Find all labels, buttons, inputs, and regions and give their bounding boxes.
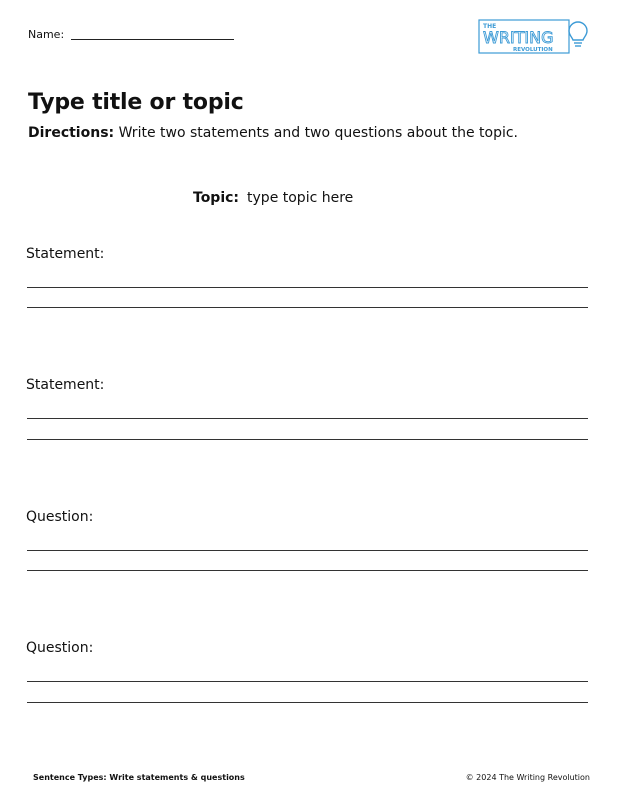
- answer-line[interactable]: [27, 439, 588, 440]
- lightbulb-icon: [569, 22, 587, 46]
- name-field-line[interactable]: [71, 39, 234, 40]
- answer-line[interactable]: [27, 287, 588, 288]
- directions-text: Write two statements and two questions about the topic.: [118, 125, 519, 141]
- answer-line[interactable]: [27, 681, 588, 682]
- footer-copyright: © 2024 The Writing Revolution: [465, 773, 590, 782]
- name-label: Name:: [28, 28, 65, 41]
- section-label-question-2: Question:: [26, 640, 94, 656]
- directions: [28, 125, 518, 141]
- directions-label: Directions:: [28, 125, 115, 141]
- answer-line[interactable]: [27, 550, 588, 551]
- footer-left: Sentence Types: Write statements & questions: [33, 773, 245, 782]
- page-title[interactable]: Type title or topic: [28, 90, 244, 115]
- topic-value[interactable]: type topic here: [247, 190, 354, 206]
- topic-row: [193, 190, 353, 206]
- answer-line[interactable]: [27, 307, 588, 308]
- writing-revolution-logo: [478, 19, 592, 55]
- topic-label: Topic:: [193, 190, 240, 206]
- section-label-statement-1: Statement:: [26, 246, 105, 262]
- answer-line[interactable]: [27, 702, 588, 703]
- logo-revolution-text: REVOLUTION: [513, 47, 553, 53]
- logo-writing-text: WRITING: [483, 28, 554, 47]
- logo-the-text: THE: [483, 23, 497, 30]
- section-label-statement-2: Statement:: [26, 377, 105, 393]
- answer-line[interactable]: [27, 418, 588, 419]
- section-label-question-1: Question:: [26, 509, 94, 525]
- answer-line[interactable]: [27, 570, 588, 571]
